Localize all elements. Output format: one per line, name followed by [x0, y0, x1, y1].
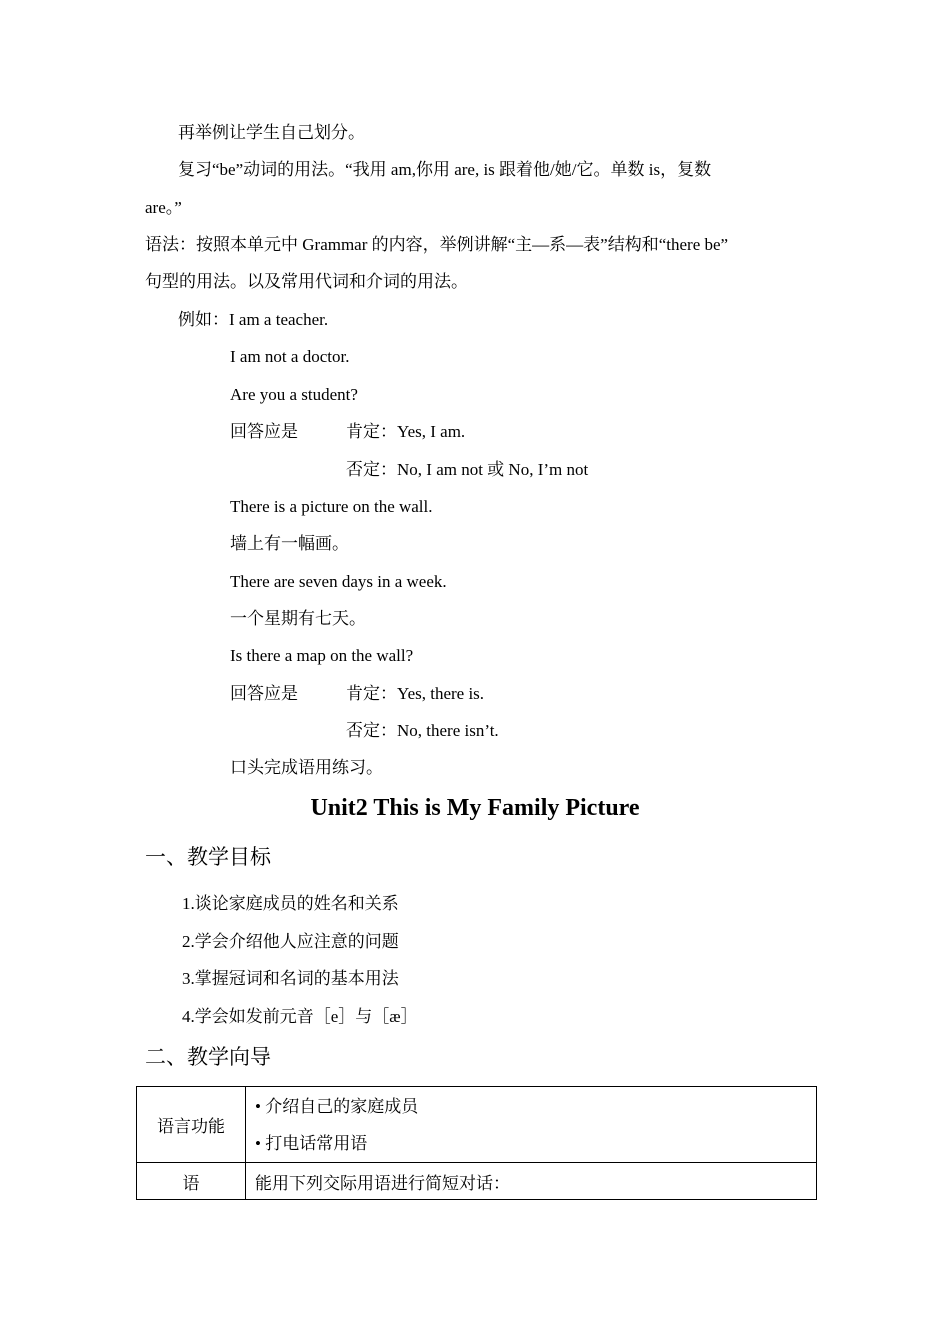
table-row: [137, 1163, 817, 1200]
table-row: [137, 1087, 817, 1163]
answer-negative: 否定：No, there isn’t.: [346, 721, 499, 740]
objective-item: 2.学会介绍他人应注意的问题: [182, 932, 399, 951]
example-line: Is there a map on the wall?: [230, 646, 414, 665]
paragraph-be-verb: 复习“be”动词的用法。“我用 am,你用 are, is 跟着他/她/它。单数 is，复数: [178, 160, 712, 179]
answer-label: 回答应是: [230, 422, 298, 441]
unit-title: Unit2 This is My Family Picture: [310, 795, 640, 821]
table-cell-content: [246, 1087, 817, 1163]
answer-label: 回答应是: [230, 684, 298, 703]
example-translation: 墙上有一幅画。: [230, 534, 349, 553]
bullet-item: • 打电话常用语: [255, 1133, 368, 1153]
paragraph-review-classify: 再举例让学生自己划分。: [178, 123, 365, 142]
example-intro: 例如：I am a teacher.: [178, 310, 329, 329]
table-cell-label: 语: [137, 1163, 246, 1200]
section-heading-guide: 二、教学向导: [145, 1045, 271, 1069]
objective-item: 3.掌握冠词和名词的基本用法: [182, 969, 399, 988]
example-translation: 一个星期有七天。: [230, 609, 366, 628]
objective-item: 1.谈论家庭成员的姓名和关系: [182, 894, 399, 913]
objective-item: 4.学会如发前元音［e］与［æ］: [182, 1007, 418, 1026]
table-cell-content: 能用下列交际用语进行简短对话：: [246, 1163, 817, 1200]
section-heading-objectives: 一、教学目标: [145, 845, 271, 869]
practice-note: 口头完成语用练习。: [230, 758, 383, 777]
guide-table: [136, 1086, 817, 1200]
answer-positive: 肯定：Yes, there is.: [346, 684, 485, 703]
example-line: Are you a student?: [230, 385, 358, 404]
answer-positive: 肯定：Yes, I am.: [346, 422, 466, 441]
example-line: I am not a doctor.: [230, 347, 350, 366]
paragraph-grammar-cont: 句型的用法。以及常用代词和介词的用法。: [145, 272, 468, 291]
example-line: There is a picture on the wall.: [230, 497, 433, 516]
bullet-item: • 介绍自己的家庭成员: [255, 1096, 419, 1116]
paragraph-grammar: 语法：按照本单元中 Grammar 的内容，举例讲解“主—系—表”结构和“there be”: [145, 235, 729, 254]
example-line: There are seven days in a week.: [230, 572, 447, 591]
answer-negative: 否定：No, I am not 或 No, I’m not: [346, 460, 589, 479]
paragraph-be-verb-cont: are。”: [145, 198, 182, 217]
table-cell-label: 语言功能: [137, 1087, 246, 1163]
